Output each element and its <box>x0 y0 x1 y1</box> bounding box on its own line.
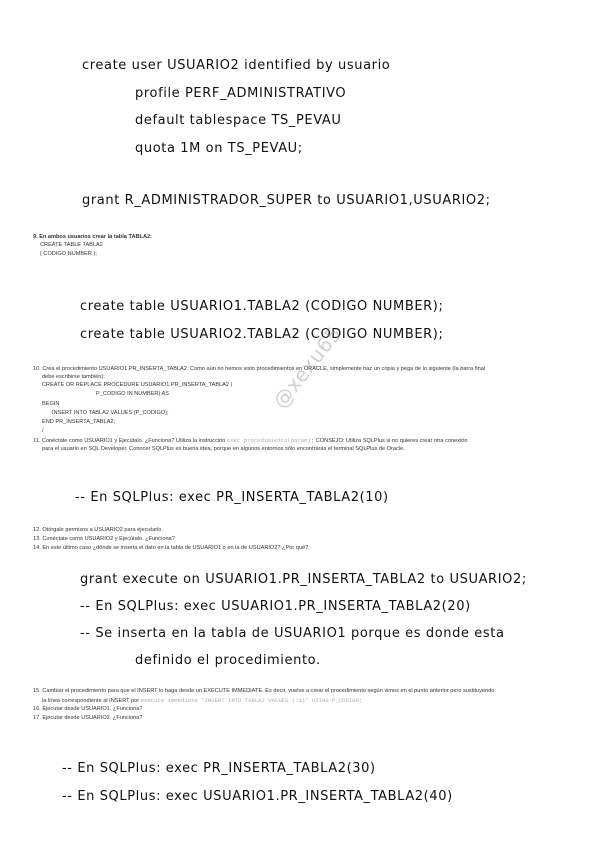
handwritten-create-user-line2: profile PERF_ADMINISTRATIVO <box>135 86 347 101</box>
question-10-code-4: INSERT INTO TABLA2 VALUES (P_CODIGO); <box>52 410 169 416</box>
handwritten-exec-20: -- En SQLPlus: exec USUARIO1.PR_INSERTA_TABLA2(20) <box>80 599 471 614</box>
handwritten-explanation-1: -- Se inserta en la tabla de USUARIO1 porque es donde esta <box>80 626 505 641</box>
question-9-code-line1: CREATE TABLE TABLA2 <box>40 242 103 248</box>
handwritten-explanation-2: definido el procedimiento. <box>135 653 321 668</box>
question-9-code-line2: ( CODIGO NUMBER ); <box>40 251 97 257</box>
question-11-text-b: CONSEJO: Utiliza SQLPlus si no quieres crear otra conexión <box>315 438 468 444</box>
question-15-cont <box>42 697 582 705</box>
question-11-text-a: 11. Conéctate como USUARIO1 y Ejecútalo. ¿Funciona? Utiliza la instrucción <box>33 438 226 444</box>
question-14: 14. En este último caso ¿dónde se inserta el dato en la tabla de USUARIO1 o en la de USUARIO2? ¿Por qué? <box>33 545 309 551</box>
question-17: 17. Ejecutar desde USUARIO2. ¿Funciona? <box>33 715 143 721</box>
question-9: 9. En ambos usuarios crear la tabla TABLA2: <box>33 234 152 240</box>
question-11 <box>33 437 593 445</box>
question-10-code-1: CREATE OR REPLACE PROCEDURE USUARIO1.PR_INSERTA_TABLA2 ( <box>42 382 233 388</box>
question-15-code: execute immediate 'INSERT INTO TABLA2 VALUES (:1)' USING P_CODIGO; <box>140 697 363 704</box>
question-10-code-5: END PR_INSERTA_TABLA2; <box>42 419 116 425</box>
handwritten-exec-40: -- En SQLPlus: exec USUARIO1.PR_INSERTA_TABLA2(40) <box>62 789 453 804</box>
handwritten-exec-10: -- En SQLPlus: exec PR_INSERTA_TABLA2(10) <box>75 490 389 505</box>
question-10-cont: debe escribirse también): <box>42 374 105 380</box>
handwritten-create-user-line1: create user USUARIO2 identified by usuario <box>82 58 391 73</box>
question-11-code: exec procedimiento(param); <box>226 437 315 444</box>
question-15-text-b: la línea correspondiente al INSERT por <box>42 698 140 704</box>
handwritten-create-table-2: create table USUARIO2.TABLA2 (CODIGO NUMBER); <box>80 327 444 342</box>
question-10-code-6: / <box>42 428 44 434</box>
handwritten-grant-execute: grant execute on USUARIO1.PR_INSERTA_TABLA2 to USUARIO2; <box>80 572 527 587</box>
handwritten-grant-role: grant R_ADMINISTRADOR_SUPER to USUARIO1,USUARIO2; <box>82 193 491 208</box>
handwritten-exec-30: -- En SQLPlus: exec PR_INSERTA_TABLA2(30) <box>62 761 376 776</box>
question-13: 13. Conéctate como USUARIO2 y Ejecútalo. ¿Funciona? <box>33 536 175 542</box>
question-16: 16. Ejecutar desde USUARIO1. ¿Funciona? <box>33 706 143 712</box>
question-10: 10. Crea el procedimiento USUARIO1.PR_INSERTA_TABLA2. Como aún no hemos visto procedimientos en ORACLE, simplemente haz un copia y pega de lo siguiente (la barra final <box>33 366 486 372</box>
handwritten-create-table-1: create table USUARIO1.TABLA2 (CODIGO NUMBER); <box>80 299 444 314</box>
question-11-cont: para el usuario en SQL Developer. Conocer SQLPlus es buena idea, porque en algunos entornos sólo encontrarás el terminal SQLPlus de Oracle. <box>42 446 405 452</box>
question-15: 15. Cambiar el procedimiento para que el INSERT lo haga desde un EXECUTE IMMEDIATE. Es decir, vuelve a crear el procedimiento según vimos en el punto anterior pero sustituyendo <box>33 688 495 694</box>
question-12: 12. Otórgale permisos a USUARIO2 para ejecutarlo. <box>33 527 163 533</box>
handwritten-create-user-line3: default tablespace TS_PEVAU <box>135 113 342 128</box>
handwritten-create-user-line4: quota 1M on TS_PEVAU; <box>135 141 303 156</box>
question-10-code-2: P_CODIGO IN NUMBER) AS <box>96 391 170 397</box>
watermark: @xexu65 <box>268 321 347 413</box>
question-10-code-3: BEGIN <box>42 401 60 407</box>
